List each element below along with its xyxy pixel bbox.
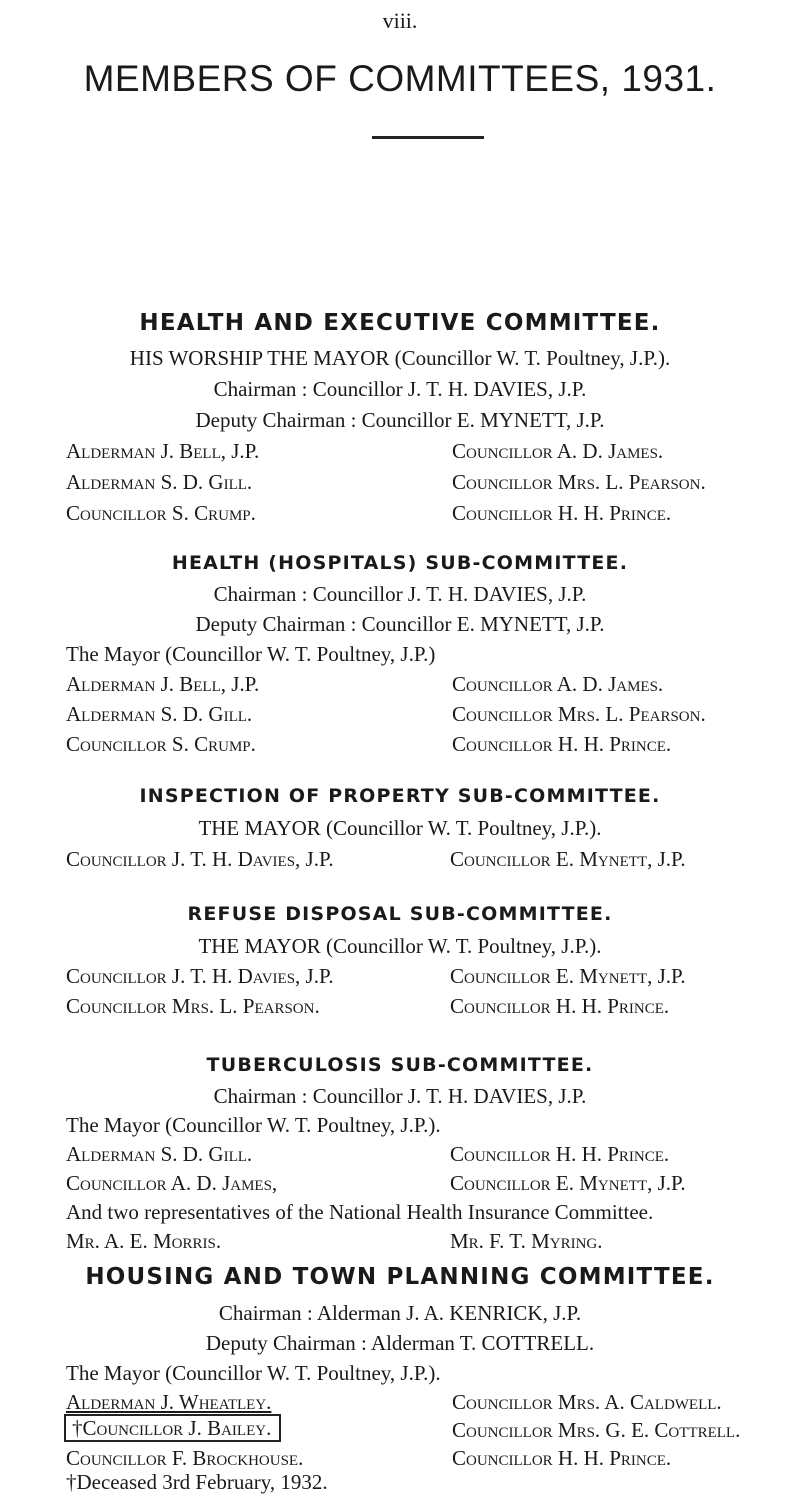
health-executive-member: Alderman J. Bell, J.P. <box>66 439 260 463</box>
health-executive-title: HEALTH AND EXECUTIVE COMMITTEE. <box>139 310 661 336</box>
tuberculosis-mayor: The Mayor (Councillor W. T. Poultney, J.P.). <box>66 1113 441 1137</box>
hospitals-member: Alderman S. D. Gill. <box>66 702 253 726</box>
inspection-member: Councillor E. Mynett, J.P. <box>450 847 686 871</box>
inspection-title: INSPECTION OF PROPERTY SUB-COMMITTEE. <box>139 785 661 807</box>
tuberculosis-chairman: Chairman : Councillor J. T. H. DAVIES, J.P. <box>213 1084 587 1108</box>
hospitals-title: HEALTH (HOSPITALS) SUB-COMMITTEE. <box>171 552 629 574</box>
housing-member: Councillor Mrs. G. E. Cottrell. <box>452 1418 741 1442</box>
health-executive-chairman: Chairman : Councillor J. T. H. DAVIES, J.P. <box>213 377 587 401</box>
tuberculosis-nhi-member: Mr. A. E. Morris. <box>66 1229 222 1253</box>
housing-member-deceased: †Councillor J. Bailey. <box>64 1414 281 1442</box>
housing-mayor: The Mayor (Councillor W. T. Poultney, J.P.). <box>66 1361 441 1385</box>
page-number: viii. <box>382 8 418 33</box>
tuberculosis-member: Councillor A. D. James, <box>66 1171 278 1195</box>
hospitals-member: Councillor H. H. Prince. <box>452 732 672 756</box>
refuse-member: Councillor E. Mynett, J.P. <box>450 964 686 988</box>
health-executive-mayor: HIS WORSHIP THE MAYOR (Councillor W. T. Poultney, J.P.). <box>129 346 671 370</box>
housing-member: Councillor F. Brockhouse. <box>66 1446 304 1470</box>
tuberculosis-title: TUBERCULOSIS SUB-COMMITTEE. <box>206 1054 594 1076</box>
housing-chairman: Chairman : Alderman J. A. KENRICK, J.P. <box>218 1301 582 1325</box>
tuberculosis-member: Councillor H. H. Prince. <box>450 1142 670 1166</box>
housing-footnote: †Deceased 3rd February, 1932. <box>66 1470 328 1494</box>
inspection-member: Councillor J. T. H. Davies, J.P. <box>66 847 334 871</box>
inspection-mayor: THE MAYOR (Councillor W. T. Poultney, J.P.). <box>198 816 602 840</box>
hospitals-member: Councillor S. Crump. <box>66 732 256 756</box>
health-executive-member: Alderman S. D. Gill. <box>66 470 253 494</box>
tuberculosis-nhi-member: Mr. F. T. Myring. <box>450 1229 603 1253</box>
refuse-member: Councillor H. H. Prince. <box>450 994 670 1018</box>
housing-deputy: Deputy Chairman : Alderman T. COTTRELL. <box>205 1331 595 1355</box>
refuse-member: Councillor Mrs. L. Pearson. <box>66 994 320 1018</box>
housing-title: HOUSING AND TOWN PLANNING COMMITTEE. <box>85 1264 715 1290</box>
housing-member: Councillor H. H. Prince. <box>452 1446 672 1470</box>
hospitals-chairman: Chairman : Councillor J. T. H. DAVIES, J.P. <box>213 582 587 606</box>
title-divider <box>372 136 484 139</box>
page-title: MEMBERS OF COMMITTEES, 1931. <box>83 58 717 99</box>
refuse-member: Councillor J. T. H. Davies, J.P. <box>66 964 334 988</box>
tuberculosis-nhi-note: And two representatives of the National Health Insurance Committee. <box>66 1200 654 1224</box>
hospitals-member: Councillor Mrs. L. Pearson. <box>452 702 706 726</box>
health-executive-member: Councillor Mrs. L. Pearson. <box>452 470 706 494</box>
refuse-title: REFUSE DISPOSAL SUB-COMMITTEE. <box>187 903 613 925</box>
health-executive-member: Councillor S. Crump. <box>66 501 256 525</box>
health-executive-member: Councillor H. H. Prince. <box>452 501 672 525</box>
tuberculosis-member: Alderman S. D. Gill. <box>66 1142 253 1166</box>
tuberculosis-member: Councillor E. Mynett, J.P. <box>450 1171 686 1195</box>
housing-member: Alderman J. Wheatley. <box>66 1390 272 1414</box>
housing-member: Councillor Mrs. A. Caldwell. <box>452 1390 722 1414</box>
health-executive-member: Councillor A. D. James. <box>452 439 664 463</box>
health-executive-deputy: Deputy Chairman : Councillor E. MYNETT, J.P. <box>195 408 605 432</box>
hospitals-deputy: Deputy Chairman : Councillor E. MYNETT, J.P. <box>195 612 605 636</box>
refuse-mayor: THE MAYOR (Councillor W. T. Poultney, J.P.). <box>198 934 602 958</box>
hospitals-member: Councillor A. D. James. <box>452 672 664 696</box>
hospitals-mayor: The Mayor (Councillor W. T. Poultney, J.P.) <box>66 642 436 666</box>
hospitals-member: Alderman J. Bell, J.P. <box>66 672 260 696</box>
